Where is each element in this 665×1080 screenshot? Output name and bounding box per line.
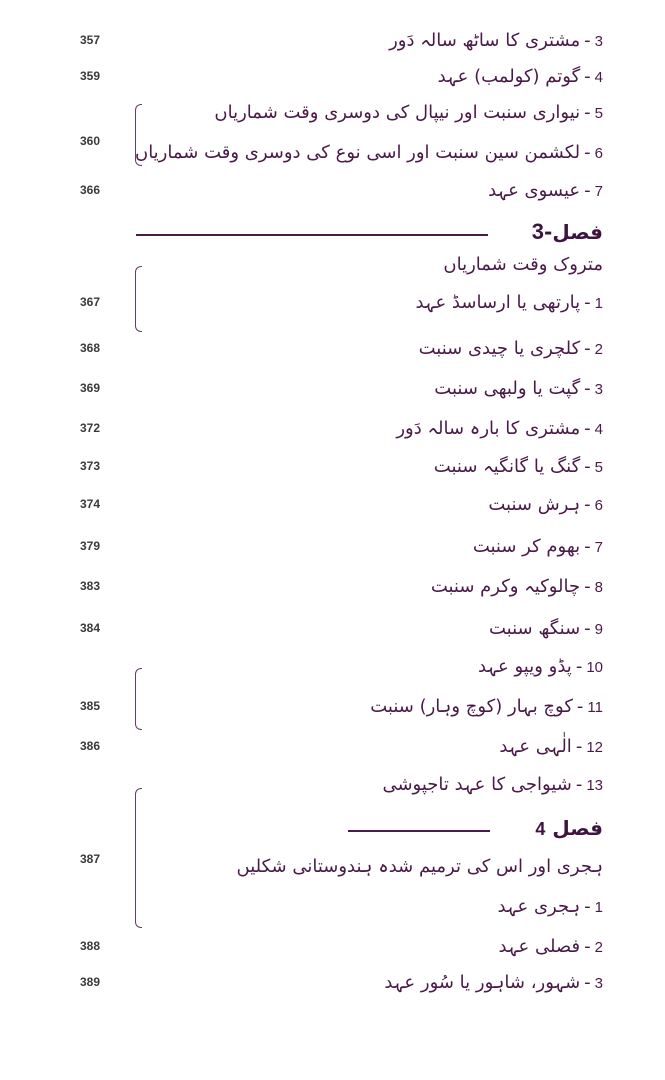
toc-entry-number: 3 [594,975,603,992]
toc-entry-title: عیسوی عہد [488,180,581,201]
toc-entry-title: پڈو ویپو عہد [478,656,572,677]
toc-entry [389,30,603,51]
toc-page-number: 385 [80,699,101,713]
toc-entry-number: 7 [594,183,603,200]
toc-page-number: 357 [80,33,101,47]
toc-entry-title: گوتم (کولمب) عہد [437,66,581,87]
toc-entry-separator: - [584,536,591,557]
toc-entry-separator: - [584,456,591,477]
toc-entry-separator: - [584,936,591,957]
toc-entry [488,494,603,515]
toc-entry-number: 7 [594,539,603,556]
toc-page-number: 372 [80,421,101,435]
toc-entry [488,180,603,201]
toc-entry-number: 1 [594,295,603,312]
toc-page-number: 386 [80,739,101,753]
toc-entry-number: 6 [594,145,603,162]
toc-entry-title: شیواجی کا عہد تاجپوشی [382,774,572,795]
brace-ch3-b [135,668,142,730]
toc-page-number: 368 [80,341,101,355]
toc-entry-number: 3 [594,33,603,50]
toc-entry [499,936,603,957]
brace-ch3 [135,266,142,332]
toc-entry [419,338,603,359]
toc-entry-title: فصلی عہد [498,936,581,957]
toc-entry-separator: - [584,142,591,163]
toc-entry-separator: - [584,102,591,123]
toc-entry-title: کوچ بہار (کوچ وہار) سنبت [370,696,573,717]
toc-entry-separator: - [584,66,591,87]
toc-entry [214,102,603,123]
toc-entry-title: نیواری سنبت اور نیپال کی دوسری وقت شماریاں [214,102,581,123]
toc-entry [489,618,603,639]
toc-entry [431,576,603,597]
toc-entry-title: مشتری کا بارہ سالہ دَور [396,418,581,439]
toc-page-number: 389 [80,975,101,989]
toc-entry-separator: - [575,736,583,757]
toc-entry [499,736,603,757]
toc-entry-number: 3 [594,381,603,398]
toc-entry-number: 2 [594,939,603,956]
toc-entry-title: ہجری عہد [497,896,581,917]
brace-top [135,104,142,166]
toc-entry-separator: - [584,576,591,597]
toc-entry-number: 12 [586,739,603,756]
toc-entry [382,774,603,795]
toc-entry-title: الٰہی عہد [499,736,572,757]
toc-entry-title: ہرش سنبت [488,494,581,515]
toc-entry [498,896,604,917]
toc-entry-separator: - [584,972,591,993]
toc-entry-separator: - [584,896,591,917]
chapter3-heading: فصل-3 [531,219,603,244]
toc-entry-number: 2 [594,341,603,358]
chapter4-heading [535,816,603,840]
toc-entry-number: 5 [594,459,603,476]
toc-entry-separator: - [584,180,591,201]
toc-entry-separator: - [584,378,591,399]
toc-entry-number: 5 [594,105,603,122]
toc-entry-separator: - [575,774,583,795]
toc-entry-title: کلچری یا چیدی سنبت [418,338,581,359]
toc-entry-number: 4 [594,421,603,438]
toc-entry [438,66,603,87]
toc-entry-title: گنگ یا گانگیہ سنبت [433,456,581,477]
toc-entry-number: 8 [594,579,603,596]
toc-entry-number: 11 [587,699,603,716]
brace-page-top: 360 [80,134,101,148]
chapter3-label: فصل [552,220,603,244]
toc-page-number: 374 [80,497,101,511]
toc-entry-number: 6 [594,497,603,514]
toc-entry-separator: - [576,696,584,717]
toc-page-number: 384 [80,621,101,635]
toc-page-number: 373 [80,459,101,473]
toc-entry-number: 13 [586,777,603,794]
chapter3-rule [136,234,488,236]
toc-entry-separator: - [584,30,591,51]
toc-entry [434,456,603,477]
chapter4-subtitle: ہجری اور اس کی ترمیم شدہ ہندوستانی شکلیں [236,856,603,877]
toc-entry-title: مشتری کا ساٹھ سالہ دَور [389,30,581,51]
chapter3-number: 3 [531,219,545,244]
brace-ch4 [135,788,142,928]
toc-entry [396,418,603,439]
toc-entry-title: گپت یا ولبھی سنبت [434,378,581,399]
toc-entry-title: لکشمن سین سنبت اور اسی نوع کی دوسری وقت شماریاں [134,142,581,163]
toc-page-number: 367 [80,295,101,309]
toc-entry-separator: - [584,494,591,515]
toc-entry-number: 4 [594,69,603,86]
toc-page-number: 359 [80,69,101,83]
toc-entry-separator: - [584,292,591,313]
toc-page-number: 369 [80,381,101,395]
toc-page-number: 383 [80,579,101,593]
chapter4-label: فصل [552,816,603,840]
toc-entry [478,656,603,677]
toc-page-number: 366 [80,183,101,197]
toc-entry [370,696,603,717]
toc-entry [384,972,603,993]
chapter3-subtitle: متروک وقت شماریاں [443,254,603,275]
toc-entry-number: 1 [594,899,603,916]
chapter4-rule [348,830,490,832]
toc-entry-title: چالوکیہ وکرم سنبت [430,576,581,597]
toc-entry-separator: - [584,338,591,359]
ch4-page: 387 [80,852,101,866]
chapter4-number: 4 [535,819,546,839]
toc-entry [473,536,603,557]
toc-entry-title: بھوم کر سنبت [472,536,581,557]
toc-entry [415,292,603,313]
toc-entry [135,142,603,163]
toc-entry-separator: - [584,618,591,639]
toc-entry-title: پارتھی یا ارساسڈ عہد [415,292,581,313]
toc-entry-separator: - [575,656,583,677]
toc-entry-title: شہور، شاہور یا سُور عہد [384,972,581,993]
toc-entry [434,378,603,399]
toc-entry-number: 10 [586,659,603,676]
toc-entry-number: 9 [594,621,603,638]
toc-page-number: 388 [80,939,101,953]
toc-entry-separator: - [584,418,591,439]
toc-entry-title: سنگھ سنبت [488,618,581,639]
toc-page-number: 379 [80,539,101,553]
